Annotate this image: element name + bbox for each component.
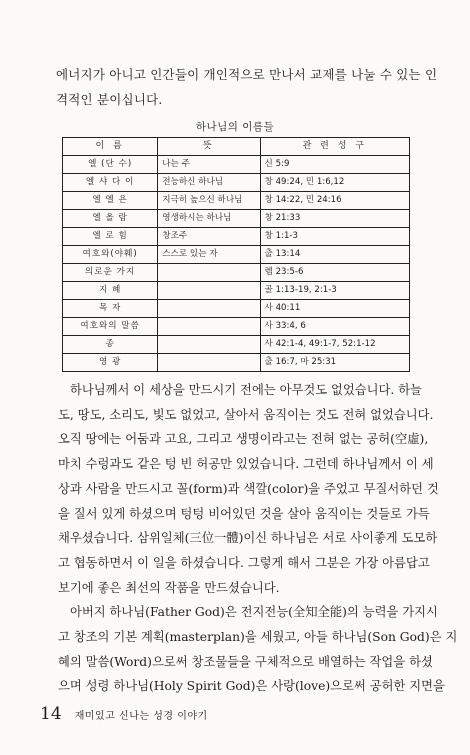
header-meaning: 뜻 xyxy=(158,138,260,156)
table-row xyxy=(63,156,410,174)
text-line: 오직 땅에는 어둠과 고요, 그리고 생명이라고는 전혀 없는 공허(空虛), xyxy=(58,432,429,447)
cell-meaning xyxy=(158,264,260,282)
table-row xyxy=(63,354,410,372)
text-line: 격적인 분이십니다. xyxy=(56,92,163,107)
cell-reference: 사 42:1-4, 49:1-7, 52:1-12 xyxy=(260,336,409,354)
cell-reference: 사 33:4, 6 xyxy=(260,318,409,336)
cell-meaning xyxy=(158,318,260,336)
cell-meaning: 지극히 높으신 하나님 xyxy=(158,192,260,210)
cell-reference: 창 21:33 xyxy=(260,210,409,228)
table-row xyxy=(63,336,410,354)
table-row xyxy=(63,264,410,282)
table-header-row xyxy=(63,138,410,156)
text-line: 마치 수렁과도 같은 텅 빈 허공만 있었습니다. 그런데 하나님께서 이 세 xyxy=(58,457,434,472)
cell-name: 목 자 xyxy=(63,300,158,318)
header-references: 관 련 성 구 xyxy=(260,138,409,156)
cell-name: 엘 (단 수) xyxy=(63,156,158,174)
text-line: 아버지 하나님(Father God)은 전지전능(全知全能)의 능력을 가지시 xyxy=(70,605,438,620)
table-row xyxy=(63,192,410,210)
text-line: 상과 사람을 만드시고 꼴(form)과 색깔(color)을 주었고 무질서하던 것 xyxy=(58,481,439,496)
cell-name: 영 광 xyxy=(63,354,158,372)
table-row xyxy=(63,318,410,336)
book-title: 재미있고 신나는 성경 이야기 xyxy=(74,711,208,722)
table-row xyxy=(63,228,410,246)
cell-reference: 출 16:7, 마 25:31 xyxy=(260,354,409,372)
table-row xyxy=(63,210,410,228)
text-line: 고 창조의 기본 계획(masterplan)을 세웠고, 아들 하나님(Son God)은 지 xyxy=(58,630,458,645)
cell-reference: 창 14:22, 민 24:16 xyxy=(260,192,409,210)
cell-meaning: 영생하시는 하나님 xyxy=(158,210,260,228)
table-row xyxy=(63,174,410,192)
page-footer xyxy=(40,704,208,724)
cell-reference: 사 40:11 xyxy=(260,300,409,318)
table-title: 하나님의 이름들 xyxy=(195,121,275,133)
text-line: 으며 성령 하나님(Holy Spirit God)은 사랑(love)으로써 공허한 지면을 xyxy=(58,679,445,694)
text-line: 보기에 좋은 최선의 작품을 만드셨습니다. xyxy=(58,580,280,595)
cell-meaning xyxy=(158,354,260,372)
cell-name: 종 xyxy=(63,336,158,354)
table-row xyxy=(63,282,410,300)
cell-name: 여호와의 말씀 xyxy=(63,318,158,336)
cell-reference: 골 1:13-19, 2:1-3 xyxy=(260,282,409,300)
cell-meaning xyxy=(158,300,260,318)
text-line: 채우셨습니다. 삼위일체(三位一體)이신 하나님은 서로 사이좋게 도모하 xyxy=(58,531,438,546)
text-line: 도, 땅도, 소리도, 빛도 없었고, 살아서 움직이는 것도 전혀 없었습니다. xyxy=(58,407,434,422)
text-line: 을 질서 있게 하셨으며 텅텅 비어있던 것을 살아 움직이는 것들로 가득 xyxy=(58,506,430,521)
names-of-god-table xyxy=(62,137,410,372)
cell-reference: 창 1:1-3 xyxy=(260,228,409,246)
cell-name: 의로운 가지 xyxy=(63,264,158,282)
text-line: 하나님께서 이 세상을 만드시기 전에는 아무것도 없었습니다. 하늘 xyxy=(70,383,422,397)
table-row xyxy=(63,300,410,318)
cell-meaning: 창조주 xyxy=(158,228,260,246)
cell-meaning: 스스로 있는 자 xyxy=(158,246,260,264)
text-line: 에너지가 아니고 인간들이 개인적으로 만나서 교제를 나눌 수 있는 인 xyxy=(56,67,438,82)
header-name: 이 름 xyxy=(63,138,158,156)
cell-name: 지 혜 xyxy=(63,282,158,300)
cell-name: 엘 로 힘 xyxy=(63,228,158,246)
text-line: 혜의 말씀(Word)으로써 창조물들을 구체적으로 배열하는 작업을 하셨 xyxy=(58,654,433,669)
cell-reference: 신 5:9 xyxy=(260,156,409,174)
cell-reference: 창 49:24, 민 1:6,12 xyxy=(260,174,409,192)
body-paragraphs xyxy=(58,378,458,699)
table-row xyxy=(63,246,410,264)
intro-paragraph xyxy=(56,62,438,112)
cell-name: 엘 샤 다 이 xyxy=(63,174,158,192)
cell-reference: 출 13:14 xyxy=(260,246,409,264)
page-number: 14 xyxy=(40,704,62,724)
cell-name: 여호와(야훼) xyxy=(63,246,158,264)
cell-reference: 렘 23:5-6 xyxy=(260,264,409,282)
text-line: 고 협동하면서 이 일을 하셨습니다. 그렇게 해서 그분은 가장 아름답고 xyxy=(58,555,430,570)
cell-meaning: 나는 주 xyxy=(158,156,260,174)
cell-name: 엘 올 람 xyxy=(63,210,158,228)
cell-meaning xyxy=(158,282,260,300)
cell-name: 엘 엘 욘 xyxy=(63,192,158,210)
cell-meaning xyxy=(158,336,260,354)
cell-meaning: 전능하신 하나님 xyxy=(158,174,260,192)
